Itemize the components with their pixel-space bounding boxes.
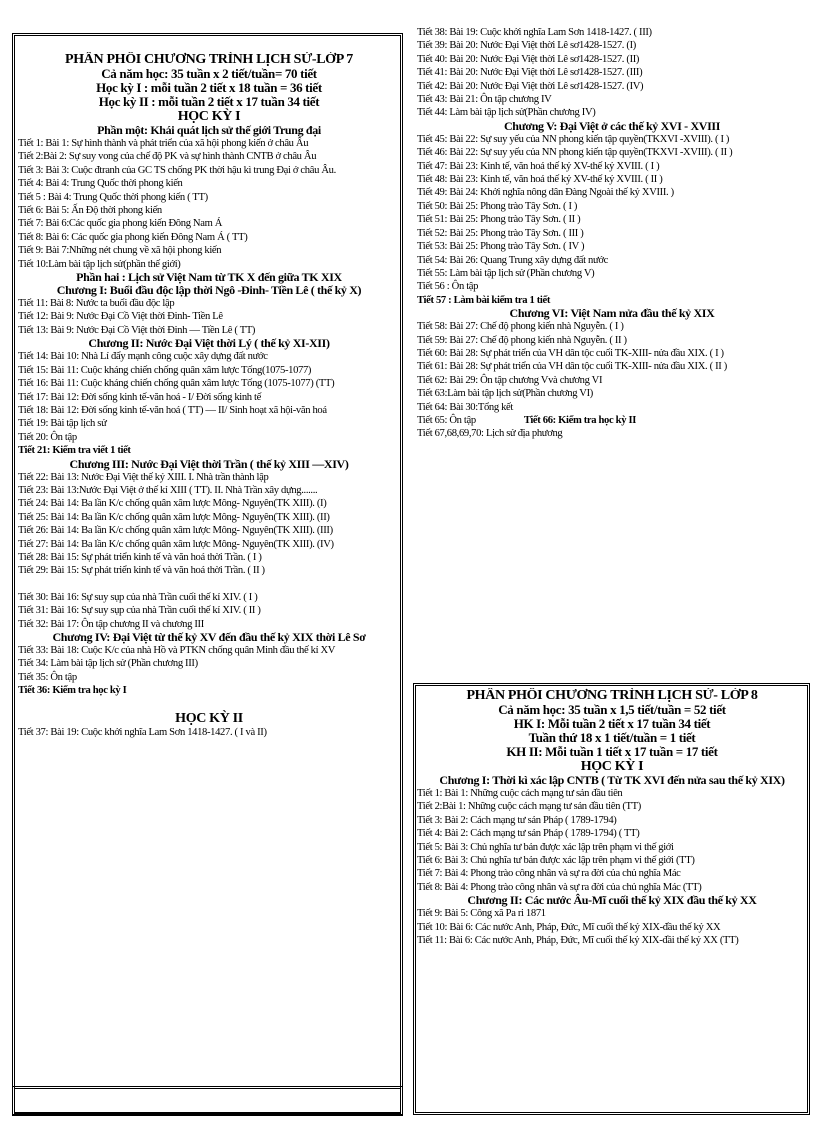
- lesson-line: Tiết 51: Bài 25: Phong trào Tây Sơn. ( II ): [417, 214, 581, 226]
- grade7-hk1-heading: HỌC KỲ I: [177, 109, 241, 124]
- lesson-line: Tiết 4: Bài 2: Cách mạng tư sản Pháp ( 1789-1794) ( TT): [417, 828, 640, 840]
- lesson-line: Tiết 38: Bài 19: Cuộc khởi nghĩa Lam Sơn 1418-1427. ( III): [417, 27, 652, 38]
- lesson-line: Tiết 15: Bài 11: Cuộc kháng chiến chống quân xâm lược Tống(1075-1077): [18, 364, 312, 376]
- chapter-heading: Chương I: Thời kì xác lập CNTB ( Từ TK XVI đến nửa sau thế kỷ XIX): [439, 773, 785, 787]
- lesson-line: Tiết 44: Làm bài tập lịch sử(Phần chương IV): [417, 107, 596, 119]
- lesson-line: Tiết 28: Bài 15: Sự phát triển kinh tế và văn hoá thời Trần. ( I ): [18, 551, 262, 563]
- lesson-line: Tiết 33: Bài 18: Cuộc K/c của nhà Hồ và PTKN chống quân Minh đầu thế kỉ XV: [18, 645, 336, 656]
- lesson-line: Tiết 24: Bài 14: Ba lần K/c chống quân xâm lược Mông- Nguyên(TK XIII). (I): [18, 498, 327, 510]
- lesson-line: Tiết 64: Bài 30:Tổng kết: [417, 401, 513, 413]
- lesson-line: Tiết 61: Bài 28: Sự phát triển của VH dân tộc cuối TK-XIII- nửa đầu XIX. ( II ): [417, 361, 727, 373]
- lesson-line: Tiết 42: Bài 20: Nước Đại Việt thời Lê sơ1428-1527. (IV): [417, 80, 644, 92]
- lesson-line: Tiết 3: Bài 2: Cách mạng tư sản Pháp ( 1789-1794): [417, 814, 617, 826]
- lesson-line: Tiết 50: Bài 25: Phong trào Tây Sơn. ( I ): [417, 200, 578, 212]
- lesson-line: Tiết 52: Bài 25: Phong trào Tây Sơn. ( III ): [417, 227, 584, 239]
- lesson-line: Tiết 36: Kiểm tra học kỳ I: [18, 685, 127, 697]
- chapter-heading: Chương IV: Đại Việt từ thế kỷ XV đến đầu thế kỷ XIX thời Lê Sơ: [52, 630, 366, 644]
- lesson-line: Tiết 12: Bài 9: Nước Đại Cồ Việt thời Đinh- Tiền Lê: [18, 311, 223, 323]
- lesson-65: Tiết 65: Ôn tập: [417, 414, 476, 426]
- lesson-line: Tiết 7: Bài 4: Phong trào công nhân và sự ra đời của chủ nghĩa Mác: [417, 868, 681, 880]
- grade7-hk1: Học kỳ I : mỗi tuần 2 tiết x 18 tuần = 36 tiết: [96, 80, 322, 95]
- lesson-line: Tiết 59: Bài 27: Chế độ phong kiến nhà Nguyễn. ( II ): [417, 334, 627, 346]
- grade8-column: [417, 688, 807, 947]
- grade7-part2: Phần hai : Lịch sử Việt Nam từ TK X đến giữa TK XIX: [76, 270, 342, 285]
- chapter-heading: Chương II: Nước Đại Việt thời Lý ( thế kỷ XI-XII): [88, 336, 330, 351]
- lesson-line: Tiết 62: Bài 29: Ôn tập chương Vvà chương VI: [417, 374, 603, 386]
- lesson-line: Tiết 21: Kiểm tra viết 1 tiết: [18, 445, 131, 457]
- grade8-title: PHÂN PHỐI CHƯƠNG TRÌNH LỊCH SỬ- LỚP 8: [466, 688, 758, 703]
- lesson-line: Tiết 67,68,69,70: Lịch sử địa phương: [417, 428, 563, 440]
- lesson-line: Tiết 40: Bài 20: Nước Đại Việt thời Lê sơ1428-1527. (II): [417, 53, 640, 65]
- lesson-line: Tiết 55: Làm bài tập lịch sử (Phần chương V): [417, 267, 595, 279]
- lesson-line: Tiết 46: Bài 22: Sự suy yếu của NN phong kiến tập quyền(TKXVI -XVIII). ( II ): [417, 147, 733, 159]
- spacer: [18, 698, 400, 711]
- chapter-heading: Chương II: Các nước Âu-Mĩ cuối thế kỷ XIX đầu thế kỷ XX: [467, 893, 757, 908]
- lesson-line: Tiết 13: Bài 9: Nước Đại Cồ Việt thời Đinh — Tiền Lê ( TT): [18, 324, 256, 336]
- lesson-line: Tiết 63:Làm bài tập lịch sử(Phần chương VI): [417, 388, 593, 400]
- lesson-line: Tiết 8: Bài 6: Các quốc gia phong kiến Đông Nam Á ( TT): [18, 231, 248, 243]
- chapter-heading: Chương III: Nước Đại Việt thời Trần ( thế kỷ XIII —XIV): [69, 456, 349, 471]
- lesson-line: Tiết 57 : Làm bài kiểm tra 1 tiết: [417, 294, 551, 306]
- grade7-hk2-heading: HỌC KỲ II: [175, 710, 243, 726]
- bottom-frame: [12, 1086, 403, 1116]
- lesson-line: Tiết 11: Bài 8: Nước ta buổi đầu độc lập: [18, 298, 175, 310]
- grade8-week18: Tuần thứ 18 x 1 tiết/tuần = 1 tiết: [528, 730, 696, 745]
- chapter-heading: Chương V: Đại Việt ở các thế kỷ XVI - XVIII: [503, 118, 721, 133]
- lesson-line: Tiết 1: Bài 1: Sự hình thành và phát triển của xã hội phong kiến ở châu Âu: [18, 138, 309, 149]
- lesson-line: Tiết 9: Bài 7:Những nét chung về xã hội phong kiến: [18, 245, 222, 257]
- lesson-line: Tiết 43: Bài 21: Ôn tập chương IV: [417, 94, 552, 106]
- grade8-hk1-heading: HỌC KỲ I: [580, 759, 644, 774]
- spacer: [18, 578, 400, 591]
- lesson-line: Tiết 18: Bài 12: Đời sống kinh tế-văn hoá ( TT) — II/ Sinh hoạt xã hội-văn hoá: [18, 404, 327, 416]
- chapter-heading: Chương I: Buổi đầu độc lập thời Ngô -Đinh- Tiền Lê ( thế kỷ X): [56, 283, 362, 298]
- grade8-year: Cả năm học: 35 tuần x 1,5 tiết/tuần = 52 tiết: [498, 702, 726, 717]
- lesson-line: Tiết 35: Ôn tập: [18, 671, 77, 683]
- lesson-line: Tiết 14: Bài 10: Nhà Lí đẩy mạnh công cuộc xây dựng đất nước: [18, 351, 268, 363]
- grade7-column: [18, 52, 400, 739]
- lesson-line: Tiết 5 : Bài 4: Trung Quốc thời phong kiến ( TT): [18, 191, 208, 203]
- lesson-line: Tiết 19: Bài tập lịch sử: [18, 418, 107, 430]
- lesson-line: Tiết 53: Bài 25: Phong trào Tây Sơn. ( IV ): [417, 241, 585, 253]
- lesson-line: Tiết 34: Làm bài tập lịch sử (Phần chương III): [18, 658, 198, 670]
- lesson-line: Tiết 29: Bài 15: Sự phát triển kinh tế và văn hoá thời Trần. ( II ): [18, 565, 265, 577]
- lesson-line: Tiết 8: Bài 4: Phong trào công nhân và sự ra đời của chủ nghĩa Mác (TT): [417, 881, 702, 893]
- grade7-hk2: Học kỳ II : mỗi tuần 2 tiết x 17 tuần 34 tiết: [98, 94, 320, 109]
- lesson-line: Tiết 47: Bài 23: Kinh tế, văn hoá thế kỷ XV-thế kỷ XVIII. ( I ): [417, 160, 660, 172]
- lesson-line: Tiết 23: Bài 13:Nước Đại Việt ở thế kỉ XIII ( TT). II. Nhà Trần xây dựng.......: [18, 484, 318, 496]
- lesson-line: Tiết 5: Bài 3: Chủ nghĩa tư bản được xác lập trên phạm vi thế giới: [417, 841, 674, 853]
- lesson-line: Tiết 49: Bài 24: Khởi nghĩa nông dân Đàng Ngoài thế kỷ XVIII. ): [417, 187, 674, 199]
- lesson-line: Tiết 39: Bài 20: Nước Đại Việt thời Lê sơ1428-1527. (I): [417, 40, 636, 52]
- lesson-line: Tiết 17: Bài 12: Đời sống kinh tế-văn hoá - I/ Đời sống kinh tế: [18, 391, 261, 403]
- lesson-line: Tiết 37: Bài 19: Cuộc khởi nghĩa Lam Sơn 1418-1427. ( I và II): [18, 726, 267, 738]
- lesson-line: Tiết 20: Ôn tập: [18, 431, 77, 443]
- grade8-hk2: KH II: Mỗi tuần 1 tiết x 17 tuần = 17 tiết: [506, 744, 718, 759]
- lesson-line: Tiết 1: Bài 1: Những cuộc cách mạng tư sản đầu tiên: [417, 788, 623, 799]
- lesson-line-pair: [417, 414, 807, 427]
- lesson-line: Tiết 60: Bài 28: Sự phát triển của VH dân tộc cuối TK-XIII- nửa đầu XIX. ( I ): [417, 347, 724, 359]
- grade7-year: Cả năm học: 35 tuần x 2 tiết/tuần= 70 tiết: [101, 66, 317, 81]
- lesson-line: Tiết 54: Bài 26: Quang Trung xây dựng đất nước: [417, 254, 608, 266]
- lesson-line: Tiết 56 : Ôn tập: [417, 281, 479, 293]
- grade7-title: PHÂN PHỐI CHƯƠNG TRÌNH LỊCH SỬ-LỚP 7: [65, 52, 353, 67]
- lesson-line: Tiết 48: Bài 23: Kinh tế, văn hoá thế kỷ XV-thế kỷ XVIII. ( II ): [417, 174, 663, 186]
- lesson-line: Tiết 6: Bài 5: Ấn Độ thời phong kiến: [18, 205, 162, 217]
- lesson-line: Tiết 25: Bài 14: Ba lần K/c chống quân xâm lược Mông- Nguyên(TK XIII). (II): [18, 511, 330, 523]
- lesson-line: Tiết 45: Bài 22: Sự suy yếu của NN phong kiến tập quyền(TKXVI -XVIII). ( I ): [417, 133, 730, 145]
- lesson-line: Tiết 30: Bài 16: Sự suy sụp của nhà Trần cuối thế kỉ XIV. ( I ): [18, 591, 258, 603]
- lesson-line: Tiết 58: Bài 27: Chế độ phong kiến nhà Nguyễn. ( I ): [417, 321, 624, 333]
- lesson-line: Tiết 9: Bài 5: Công xã Pa ri 1871: [417, 908, 546, 920]
- lesson-line: Tiết 10: Bài 6: Các nước Anh, Pháp, Đức, Mĩ cuối thế kỷ XIX-đầu thế kỷ XX: [417, 921, 721, 933]
- lesson-line: Tiết 22: Bài 13: Nước Đại Việt thế kỷ XIII. I. Nhà trần thành lập: [18, 471, 269, 483]
- grade8-hk1: HK I: Mỗi tuần 2 tiết x 17 tuần 34 tiết: [513, 716, 711, 731]
- lesson-line: Tiết 10:Làm bài tập lịch sử(phần thế giới): [18, 258, 181, 270]
- lesson-line: Tiết 32: Bài 17: Ôn tập chương II và chương III: [18, 618, 204, 630]
- lesson-line: Tiết 11: Bài 6: Các nước Anh, Pháp, Đức, Mĩ cuối thế kỷ XIX-đầi thế kỷ XX (TT): [417, 935, 739, 947]
- lesson-line: Tiết 31: Bài 16: Sự suy sụp của nhà Trần cuối thế kỉ XIV. ( II ): [18, 605, 261, 617]
- lesson-66: Tiết 66: Kiểm tra học kỳ II: [523, 414, 636, 426]
- lesson-line: Tiết 27: Bài 14: Ba lần K/c chống quân xâm lược Mông- Nguyên(TK XIII). (IV): [18, 538, 334, 550]
- lesson-line: Tiết 41: Bài 20: Nước Đại Việt thời Lê sơ1428-1527. (III): [417, 67, 643, 79]
- lesson-line: Tiết 26: Bài 14: Ba lần K/c chống quân xâm lược Mông- Nguyên(TK XIII). (III): [18, 525, 333, 537]
- lesson-line: Tiết 3: Bài 3: Cuộc đtranh của GC TS chống PK thời hậu kì trung Đại ở châu Âu.: [18, 164, 336, 176]
- lesson-line: Tiết 6: Bài 3: Chủ nghĩa tư bản được xác lập trên phạm vi thế giới (TT): [417, 855, 695, 867]
- lesson-line: Tiết 16: Bài 11: Cuộc kháng chiến chống quân xâm lược Tống (1075-1077) (TT): [18, 378, 335, 390]
- lesson-line: Tiết 2:Bài 1: Những cuộc cách mạng tư sản đầu tiên (TT): [417, 801, 641, 813]
- grade7-column-continued: [417, 26, 807, 441]
- grade7-part1: Phần một: Khái quát lịch sử thế giới Trung đại: [97, 123, 321, 137]
- lesson-line: Tiết 7: Bài 6:Các quốc gia phong kiến Đông Nam Á: [18, 218, 223, 230]
- lesson-line: Tiết 4: Bài 4: Trung Quốc thời phong kiến: [18, 178, 183, 190]
- chapter-heading: Chương VI: Việt Nam nửa đầu thế kỷ XIX: [509, 306, 715, 321]
- lesson-line: Tiết 2:Bài 2: Sự suy vong của chế độ PK và sự hình thành CNTB ở châu Âu: [18, 151, 317, 163]
